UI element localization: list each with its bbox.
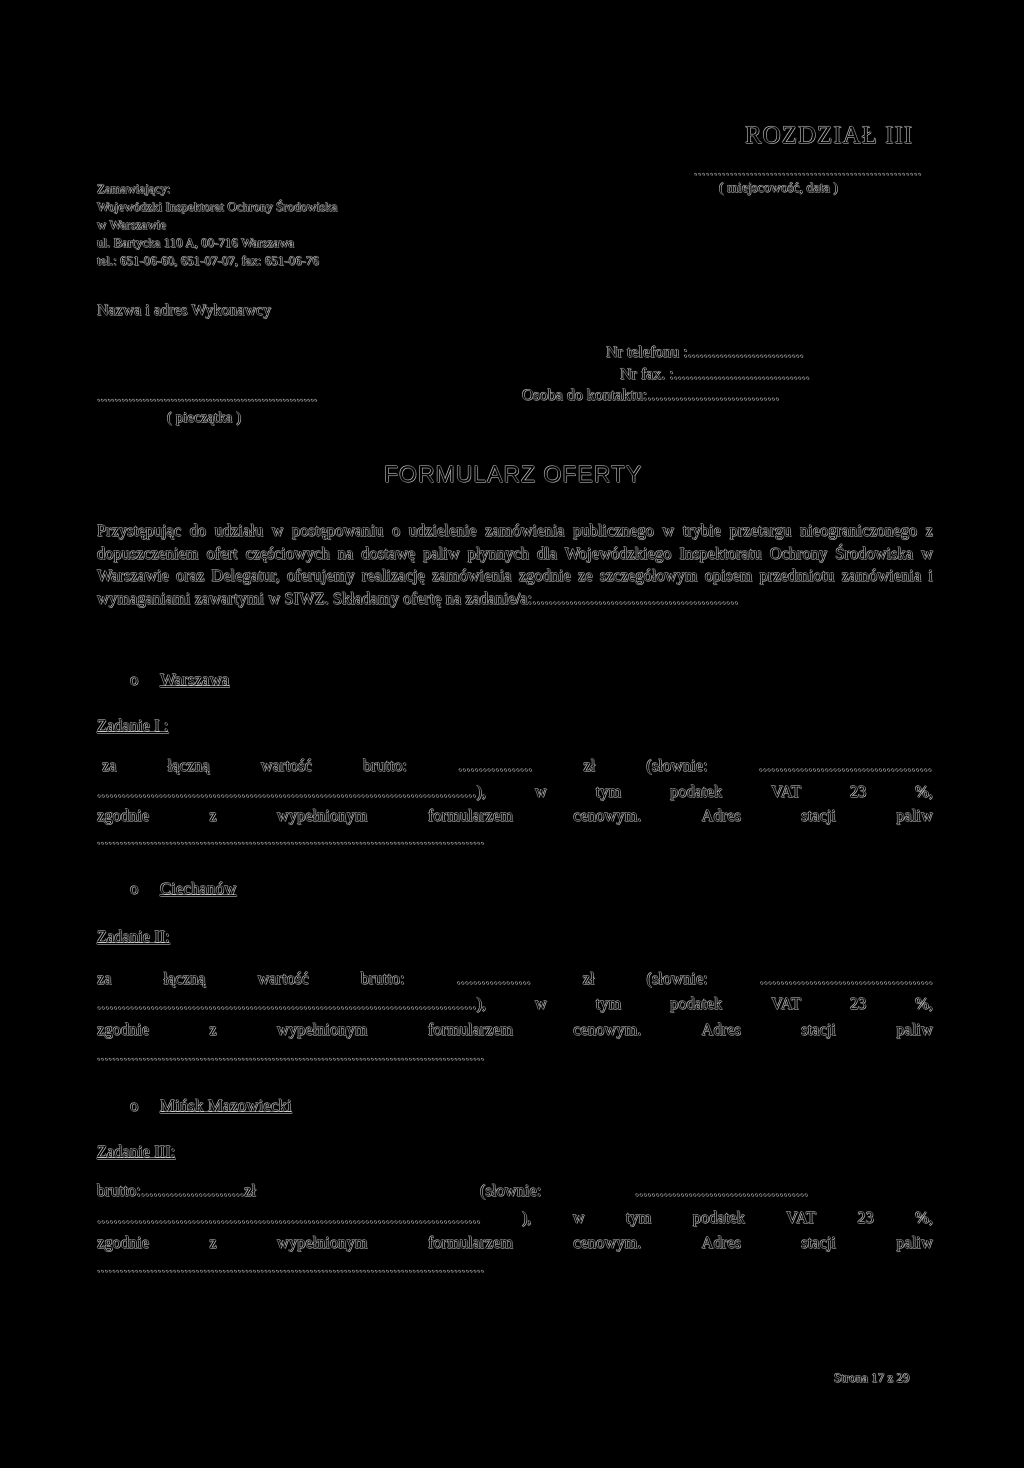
contractor-label: Nazwa i adres Wykonawcy [97, 302, 272, 319]
vat-line: ............................................................................................. ), w tym podatek VAT 23 %, [97, 1208, 933, 1227]
page-number: Strona 17 z 29 [834, 1370, 910, 1385]
vat-line: ............................................................................................), w tym podatek VAT 23 %, [97, 994, 933, 1013]
vat-line: ............................................................................................), w tym podatek VAT 23 %, [97, 782, 933, 801]
station-line: zgodnie z wypełnionym formularzem cenowym. Adres stacji paliw [97, 806, 933, 825]
orderer-city: w Warszawie [97, 217, 167, 232]
chapter-heading: ROZDZIAŁ III [745, 122, 914, 149]
stamp-field: ............................................................... [97, 390, 318, 405]
fax-field: Nr fax. :.................................. [620, 366, 810, 383]
location-name: Ciechanów [160, 879, 237, 898]
station-line: zgodnie z wypełnionym formularzem cenowym. Adres stacji paliw [97, 1020, 933, 1039]
task-label: Zadanie II: [97, 927, 170, 946]
value-line: brutto:.........................zł (słownie: .......................................... [97, 1181, 809, 1200]
station-address-field: ...................................................................................................... [97, 833, 485, 848]
station-address-field: ...................................................................................................... [97, 1049, 485, 1064]
form-title: FORMULARZ OFERTY [384, 461, 643, 487]
task-label: Zadanie III: [97, 1142, 176, 1161]
orderer-phones: tel.: 651-06-60, 651-07-07, fax: 651-06-76 [97, 253, 320, 268]
orderer-address: ul. Bartycka 110 A, 00-716 Warszawa [97, 235, 295, 250]
task-label: Zadanie I : [97, 716, 169, 735]
location-name: Mińsk Mazowiecki [160, 1096, 292, 1115]
location-warszawa [130, 670, 229, 690]
place-date-field: ......................................................... [694, 164, 922, 179]
intro-paragraph: Przystępując do udziału w postępowaniu o udzielenie zamówienia publicznego w trybie przetargu nieograniczonego z dopuszczeniem ofert częściowych na dostawę paliw płynnych dla Wojewódzkiego Inspektoratu Ochrony Środowiska w Warszawie oraz Delegatur, oferujemy realizację zamówienia zgodnie ze szczegółowym opisem przedmiotu zamówienia i wymaganiami zawartymi w SIWZ. Składamy ofertę na zadanie/a:.................................................. [97, 521, 933, 608]
orderer-block [97, 180, 338, 270]
orderer-heading: Zamawiający: [97, 181, 171, 196]
phone-field: Nr telefonu :............................. [606, 344, 804, 361]
bullet-icon: o [130, 879, 139, 898]
bullet-icon: o [130, 1096, 139, 1115]
value-line: za łączną wartość brutto: .................. zł (słownie: .......................................... [102, 756, 932, 775]
contact-person-field: Osoba do kontaktu:................................. [522, 387, 780, 404]
station-address-field: ...................................................................................................... [97, 1261, 485, 1276]
bullet-icon: o [130, 670, 139, 689]
location-name: Warszawa [160, 670, 230, 689]
place-date-label: ( miejscowość, data ) [719, 181, 838, 196]
location-ciechanow [130, 879, 236, 899]
location-minsk-mazowiecki [130, 1096, 292, 1116]
value-line: za łączną wartość brutto: .................. zł (słownie: .......................................... [97, 969, 933, 988]
orderer-name: Wojewódzki Inspektorat Ochrony Środowiska [97, 199, 338, 214]
stamp-label: ( pieczątka ) [167, 410, 242, 426]
station-line: zgodnie z wypełnionym formularzem cenowym. Adres stacji paliw [97, 1233, 933, 1252]
